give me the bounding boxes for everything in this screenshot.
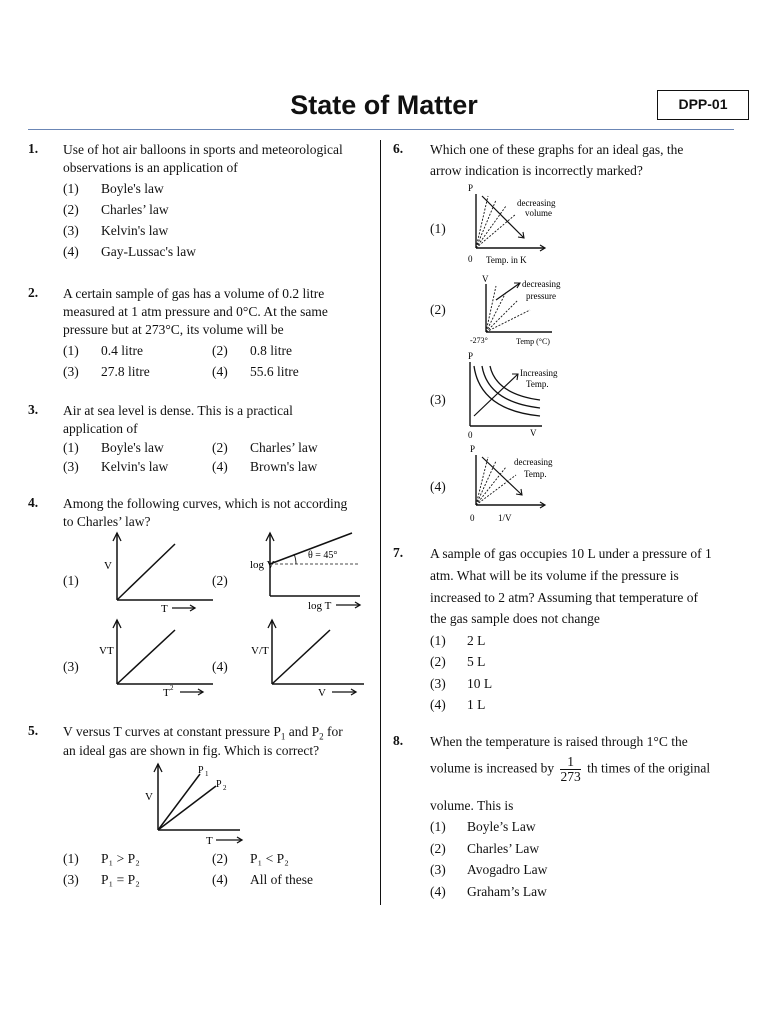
option-number: (1): [430, 221, 446, 236]
fraction: $\frac{1}{273}$: [560, 754, 581, 784]
question-number: 7.: [393, 545, 404, 560]
annotation-line1: Increasing: [520, 368, 558, 378]
graph-logv-vs-logt: [248, 530, 368, 615]
question-text: arrow indication is incorrectly marked?: [430, 163, 643, 178]
origin-label: 0: [468, 254, 473, 264]
y-axis-label: P: [468, 183, 474, 193]
question-text: volume. This is: [430, 798, 514, 813]
origin-label: 0: [468, 430, 473, 440]
annotation-line2: pressure: [526, 291, 556, 301]
annotation-line1: decreasing: [517, 198, 556, 208]
question-text: measured at 1 atm pressure and 0°C. At the same: [63, 304, 328, 319]
plot-line: [117, 630, 175, 684]
option-number: (3): [63, 364, 79, 379]
y-axis-label: log V: [250, 559, 275, 571]
x-axis-exponent: 2: [170, 684, 174, 692]
graph-vt-vs-t2: [95, 614, 215, 699]
svg-text:2: 2: [223, 784, 227, 792]
plot-line: [272, 630, 330, 684]
x-axis-label: T: [163, 687, 170, 699]
option-number: (2): [63, 202, 79, 217]
annotation-line2: Temp.: [524, 469, 547, 479]
option-text: 5 L: [467, 654, 486, 669]
option-text: 10 L: [467, 676, 493, 691]
option-number: (4): [430, 884, 446, 899]
option-number: (4): [212, 459, 228, 474]
annotation-line1: decreasing: [514, 457, 553, 467]
option-number: (1): [63, 440, 79, 455]
graph-v-over-t-vs-v: [248, 614, 368, 699]
question-text: Use of hot air balloons in sports and meteorological: [63, 142, 343, 157]
graph-v-vs-t-pressures: [140, 760, 260, 850]
option-number: (2): [430, 654, 446, 669]
option-number: (1): [430, 633, 446, 648]
option-text: Kelvin's law: [101, 223, 169, 238]
y-axis-label: V/T: [251, 645, 269, 657]
option-text: Brown's law: [250, 459, 318, 474]
annotation-line1: decreasing: [522, 279, 561, 289]
option-number: (1): [63, 343, 79, 358]
question-text: Among the following curves, which is not according: [63, 496, 348, 511]
option-number: (4): [212, 659, 228, 674]
option-number: (2): [430, 841, 446, 856]
option-number: (4): [212, 364, 228, 379]
option-text: Boyle's law: [101, 440, 164, 455]
question-number: 4.: [28, 495, 39, 510]
option-number: (3): [63, 223, 79, 238]
question-text: an ideal gas are shown in fig. Which is correct?: [63, 743, 320, 758]
question-text: observations is an application of: [63, 160, 238, 175]
option-number: (2): [430, 302, 446, 317]
p1-label: P: [198, 765, 204, 776]
option-number: (3): [63, 459, 79, 474]
question-text: pressure but at 273°C, its volume will be: [63, 322, 284, 337]
option-text: P₁ > P₂: [101, 851, 140, 866]
question-text: Air at sea level is dense. This is a practical: [63, 403, 293, 418]
y-axis-label: V: [482, 274, 489, 284]
option-number: (1): [63, 573, 79, 588]
question-number: 2.: [28, 285, 39, 300]
option-text: Kelvin's law: [101, 459, 169, 474]
graph-p-vs-v: [460, 350, 570, 440]
option-text: P₁ < P₂: [250, 851, 289, 866]
y-axis-label: P: [468, 351, 474, 361]
origin-label: -273°: [470, 336, 488, 345]
question-number: 5.: [28, 723, 39, 738]
question-number: 6.: [393, 141, 404, 156]
option-number: (3): [430, 392, 446, 407]
option-number: (1): [63, 181, 79, 196]
option-text: Boyle’s Law: [467, 819, 536, 834]
question-number: 8.: [393, 733, 404, 748]
angle-label: θ = 45°: [308, 550, 338, 561]
option-text: 27.8 litre: [101, 364, 150, 379]
option-text: 0.8 litre: [250, 343, 292, 358]
option-number: (3): [63, 872, 79, 887]
dpp-tag: DPP-01: [657, 90, 749, 120]
option-number: (2): [212, 573, 228, 588]
indicator-arrow: [496, 283, 520, 300]
graph-v-vs-t: [95, 530, 215, 615]
option-text: All of these: [250, 872, 313, 887]
p2-line: [158, 786, 216, 830]
option-number: (1): [63, 851, 79, 866]
question-text: application of: [63, 421, 138, 436]
question-text: When the temperature is raised through 1°C the: [430, 734, 688, 749]
x-axis-label: V: [530, 428, 537, 438]
svg-text:1: 1: [205, 770, 209, 778]
option-text: 0.4 litre: [101, 343, 143, 358]
x-axis-label: Temp (°C): [516, 337, 550, 346]
option-number: (3): [430, 676, 446, 691]
page-title: State of Matter: [290, 90, 478, 120]
option-number: (4): [212, 872, 228, 887]
option-text: Charles’ law: [101, 202, 169, 217]
graph-p-vs-inverse-v: [460, 443, 570, 527]
option-number: (4): [63, 244, 79, 259]
p2-label: P: [216, 779, 222, 790]
annotation-line2: Temp.: [526, 379, 549, 389]
option-text: Charles’ law: [250, 440, 318, 455]
option-text: 2 L: [467, 633, 486, 648]
y-axis-label: P: [470, 444, 476, 454]
header-rule: [28, 129, 734, 130]
y-axis-label: V: [104, 560, 112, 572]
option-text: 1 L: [467, 697, 486, 712]
x-axis-label: V: [318, 687, 326, 699]
y-axis-label: VT: [99, 645, 114, 657]
option-number: (2): [212, 343, 228, 358]
question-text: increased to 2 atm? Assuming that temperature of: [430, 590, 699, 605]
plot-line: [117, 544, 175, 600]
question-text: volume is increased by $\frac{1}{273}$ th times of the original: [430, 754, 711, 784]
question-text: to Charles’ law?: [63, 514, 151, 529]
question-text: Which one of these graphs for an ideal gas, the: [430, 142, 684, 157]
x-axis-label: T: [206, 835, 213, 847]
question-text: V versus T curves at constant pressure $P_1$ and $P_2$ for: [63, 724, 343, 742]
option-text: Charles’ Law: [467, 841, 540, 856]
option-text: Boyle's law: [101, 181, 164, 196]
question-text: the gas sample does not change: [430, 611, 600, 626]
question-text: atm. What will be its volume if the pressure is: [430, 568, 679, 583]
graph-p-vs-temp-k: [460, 182, 570, 268]
question-number: 1.: [28, 141, 39, 156]
option-text: Gay-Lussac's law: [101, 244, 197, 259]
x-axis-label: log T: [308, 600, 332, 612]
question-text: A sample of gas occupies 10 L under a pressure of 1: [430, 546, 712, 561]
option-number: (3): [63, 659, 79, 674]
option-number: (4): [430, 697, 446, 712]
angle-arc: [294, 554, 296, 564]
origin-label: 0: [470, 513, 475, 523]
annotation-line2: volume: [525, 208, 552, 218]
option-text: Avogadro Law: [467, 862, 548, 877]
option-number: (2): [212, 851, 228, 866]
question-number: 3.: [28, 402, 39, 417]
x-axis-label: T: [161, 603, 168, 615]
graph-v-vs-temp-c: [440, 270, 580, 350]
option-number: (2): [212, 440, 228, 455]
option-text: Graham’s Law: [467, 884, 547, 899]
column-divider: [380, 140, 381, 905]
option-number: (4): [430, 479, 446, 494]
option-text: P₁ = P₂: [101, 872, 140, 887]
option-number: (3): [430, 862, 446, 877]
x-axis-label: Temp. in K: [486, 255, 527, 265]
y-axis-label: V: [145, 791, 153, 803]
option-number: (1): [430, 819, 446, 834]
option-text: 55.6 litre: [250, 364, 299, 379]
x-axis-label: 1/V: [498, 513, 512, 523]
question-text: A certain sample of gas has a volume of 0.2 litre: [63, 286, 325, 301]
